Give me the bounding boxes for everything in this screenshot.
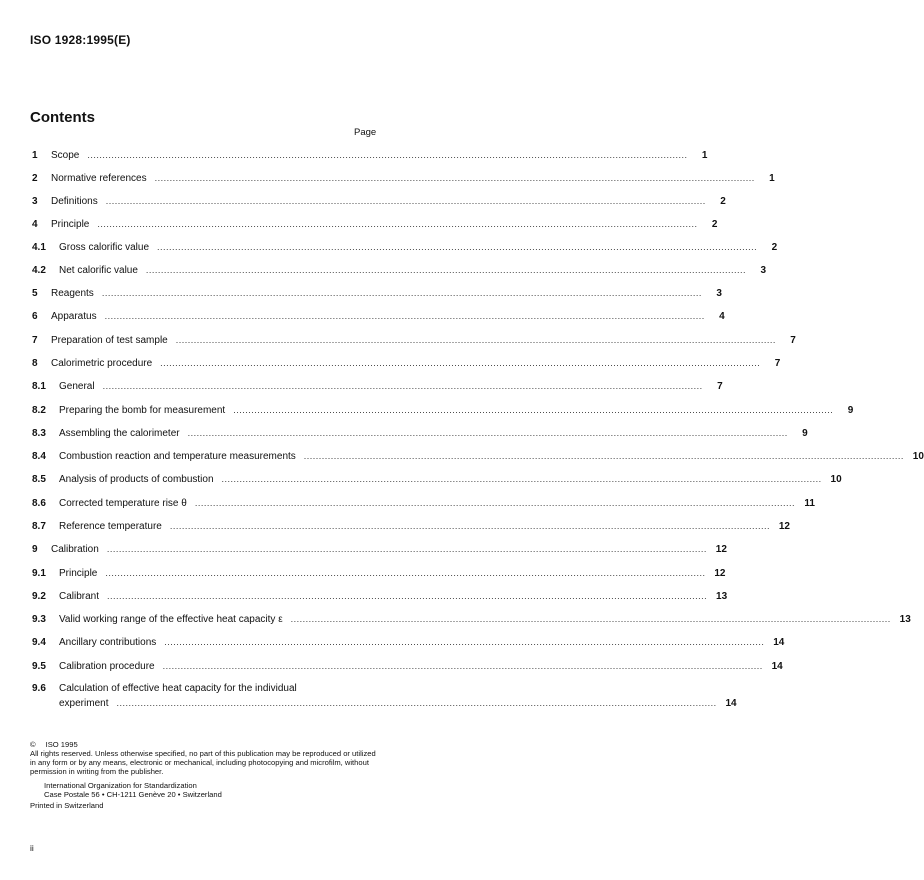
- toc-entry: [32, 542, 727, 558]
- toc-entry-title: Reagents: [51, 288, 94, 299]
- toc-entry: [32, 472, 842, 488]
- toc-entry-page: 13: [899, 614, 911, 625]
- toc-entry-title: Definitions: [51, 196, 98, 207]
- toc-entry: [32, 286, 722, 302]
- toc-entry-title: Corrected temperature rise θ: [59, 498, 187, 509]
- toc-entry: [32, 309, 725, 325]
- toc-entry-number: 8.2: [32, 405, 46, 416]
- dot-leader: [160, 356, 760, 370]
- publisher-address: [44, 781, 222, 799]
- toc-entry-page: 7: [790, 335, 796, 346]
- toc-entry-title-block: [59, 682, 737, 711]
- toc-entry-number: 8: [32, 358, 38, 369]
- toc-entry: [32, 566, 726, 582]
- toc-entry-number: 8.3: [32, 428, 46, 439]
- copyright-symbol: ©: [30, 740, 36, 749]
- toc-entry-page: 9: [847, 405, 854, 416]
- toc-entry-title: Calibration: [51, 544, 99, 555]
- toc-entry: [32, 148, 708, 164]
- toc-entry-title: Calibrant: [59, 591, 100, 602]
- toc-entry-number: 8.7: [32, 521, 46, 532]
- toc-entry-title: Calorimetric procedure: [51, 358, 153, 369]
- toc-entry-title: Analysis of products of combustion: [59, 474, 214, 485]
- toc-entry-number: 9.4: [32, 637, 46, 648]
- toc-entry-number: 8.4: [32, 451, 46, 462]
- toc-entry-page: 3: [760, 265, 767, 276]
- dot-leader: [164, 635, 764, 649]
- dot-leader: [195, 496, 795, 510]
- toc-entry-page: 10: [912, 451, 924, 462]
- dot-leader: [304, 449, 904, 463]
- toc-entry-page: 1: [769, 173, 775, 184]
- dot-leader: [188, 426, 788, 440]
- toc-entry: [32, 519, 790, 535]
- page-column-heading: Page: [354, 127, 377, 138]
- page-number: ii: [30, 843, 34, 853]
- toc-entry-title: Reference temperature: [59, 521, 162, 532]
- toc-entry: [32, 333, 796, 349]
- toc-entry-number: 6: [32, 311, 38, 322]
- toc-entry-title: Normative references: [51, 173, 147, 184]
- toc-entry: [32, 589, 728, 605]
- toc-entry-number: 8.1: [32, 381, 46, 392]
- toc-entry-number: 9.5: [32, 661, 46, 672]
- dot-leader: [157, 240, 757, 254]
- toc-entry-number: 2: [32, 173, 38, 184]
- toc-entry-title: Gross calorific value: [59, 242, 150, 253]
- copyright-year: ISO 1995: [45, 740, 78, 749]
- toc-entry: [32, 240, 778, 256]
- toc-entry-page: 7: [717, 381, 723, 392]
- toc-entry-title: Net calorific value: [59, 265, 138, 276]
- toc-entry-number: 7: [32, 335, 38, 346]
- dot-leader: [102, 286, 702, 300]
- toc-entry-number: 4.1: [32, 242, 46, 253]
- toc-entry-title: Apparatus: [51, 311, 97, 322]
- toc-entry-title: General: [59, 381, 95, 392]
- copyright-notice: All rights reserved. Unless otherwise specified, no part of this publication may be reproduced or utilized in any form or by any means, electronic or mechanical, including photocopying and microfilm, without permission in writing from the publisher.: [30, 749, 376, 776]
- dot-leader: [87, 148, 687, 162]
- toc-entry-page: 2: [771, 242, 778, 253]
- toc-entry-page: 14: [725, 698, 737, 709]
- toc-entry-page: 11: [804, 498, 815, 509]
- toc-entry-number: 9.1: [32, 568, 46, 579]
- toc-entry-title-continued: experiment: [59, 698, 109, 709]
- toc-entry-number: 9.2: [32, 591, 46, 602]
- contents-title: Contents: [30, 109, 95, 126]
- dot-leader: [105, 566, 705, 580]
- toc-entry-number: 9.6: [32, 683, 46, 694]
- toc-entry: [32, 379, 723, 395]
- toc-entry: [32, 612, 911, 628]
- toc-entry-number: 1: [32, 150, 38, 161]
- toc-entry: [32, 356, 781, 372]
- toc-entry-page: 12: [715, 544, 727, 555]
- dot-leader: [107, 542, 707, 556]
- toc-entry-title: Calibration procedure: [59, 661, 155, 672]
- toc-entry-number: 4.2: [32, 265, 46, 276]
- toc-entry-title: Preparation of test sample: [51, 335, 168, 346]
- dot-leader: [103, 379, 703, 393]
- toc-entry-number: 9.3: [32, 614, 46, 625]
- dot-leader: [163, 659, 763, 673]
- dot-leader: [176, 333, 776, 347]
- dot-leader: [106, 194, 706, 208]
- printed-in: Printed in Switzerland: [30, 801, 104, 810]
- dot-leader: [146, 263, 746, 277]
- toc-entry-page: 12: [778, 521, 790, 532]
- toc-entry-page: 2: [720, 196, 726, 207]
- dot-leader: [116, 696, 716, 710]
- org-address: Case Postale 56 • CH-1211 Genève 20 • Switzerland: [44, 790, 222, 799]
- toc-entry: [32, 403, 854, 419]
- dot-leader: [222, 472, 822, 486]
- toc-entry-number: 8.5: [32, 474, 46, 485]
- toc-entry: [32, 426, 808, 442]
- toc-entry-title-continued-line: [59, 696, 737, 711]
- toc-entry-title: Principle: [59, 568, 98, 579]
- toc-entry-title: Combustion reaction and temperature measurements: [59, 451, 296, 462]
- toc-entry-page: 1: [701, 150, 708, 161]
- copyright-block: [30, 740, 380, 776]
- toc-entry: [32, 659, 783, 675]
- toc-entry-page: 9: [802, 428, 808, 439]
- dot-leader: [170, 519, 770, 533]
- toc-entry-number: 9: [32, 544, 38, 555]
- toc-entry-title: Calculation of effective heat capacity for the individual: [59, 683, 297, 694]
- toc-entry: [32, 171, 775, 187]
- toc-entry-title: Preparing the bomb for measurement: [59, 405, 226, 416]
- dot-leader: [233, 403, 833, 417]
- toc-entry-page: 2: [711, 219, 718, 230]
- toc-entry-page: 13: [716, 591, 728, 602]
- toc-entry-page: 3: [716, 288, 722, 299]
- toc-entry-page: 4: [719, 311, 725, 322]
- toc-entry-page: 14: [773, 637, 785, 648]
- toc-entry-title: Scope: [51, 150, 80, 161]
- toc-entry: [32, 217, 718, 233]
- toc-entry-title: Assembling the calorimeter: [59, 428, 180, 439]
- dot-leader: [291, 612, 891, 626]
- toc-entry-number: 5: [32, 288, 38, 299]
- toc-entry-page: 7: [774, 358, 781, 369]
- toc-entry-number: 4: [32, 219, 38, 230]
- toc-entry-title: Ancillary contributions: [59, 637, 157, 648]
- toc-entry-title: Principle: [51, 219, 90, 230]
- toc-entry: [32, 496, 815, 512]
- toc-entry-page: 12: [714, 568, 726, 579]
- toc-entry: [32, 263, 767, 279]
- toc-entry: [32, 682, 737, 710]
- dot-leader: [97, 217, 697, 231]
- toc-entry-number: 8.6: [32, 498, 46, 509]
- standard-id: ISO 1928:1995(E): [30, 33, 131, 47]
- dot-leader: [105, 309, 705, 323]
- toc-entry-page: 14: [771, 661, 783, 672]
- toc-entry: [32, 449, 924, 465]
- toc-entry-number: 3: [32, 196, 38, 207]
- toc-entry: [32, 194, 726, 210]
- toc-entry-title: Valid working range of the effective heat capacity ε: [59, 614, 283, 625]
- toc-entry-page: 10: [830, 474, 842, 485]
- org-name: International Organization for Standardization: [44, 781, 197, 790]
- copyright-line: [30, 740, 380, 749]
- dot-leader: [107, 589, 707, 603]
- toc-entry: [32, 635, 785, 651]
- dot-leader: [155, 171, 755, 185]
